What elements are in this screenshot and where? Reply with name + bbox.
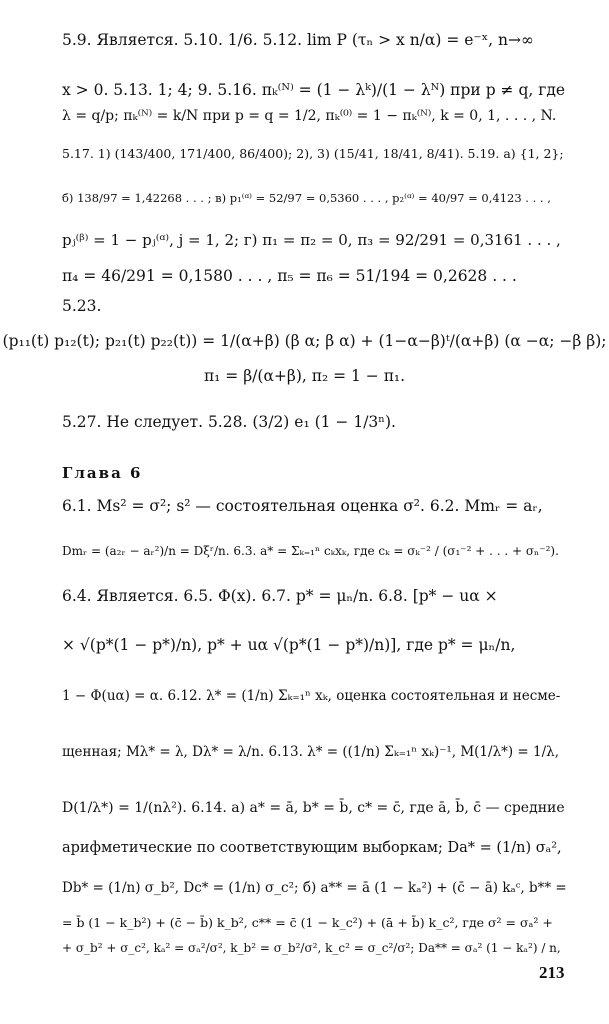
- answer-line-6-14-d: + σ_b² + σ_c², kₐ² = σₐ²/σ², k_b² = σ_b²/σ², k_c² = σ_c²/σ²; Da** = σₐ² (1 − kₐ²) / n,: [62, 941, 561, 955]
- stationary-formula-5-23: π₁ = β/(α+β), π₂ = 1 − π₁.: [203, 367, 406, 385]
- answer-line-5-19-cont: б) 138/97 = 1,42268 . . . ; в) p₁⁽ᵅ⁾ = 52/97 = 0,5360 . . . , p₂⁽ᵅ⁾ = 40/97 = 0,4123 . . . ,: [62, 191, 551, 205]
- answer-line-6-2-cont: Dmᵣ = (a₂ᵣ − aᵣ²)/n = Dξʳ/n. 6.3. a* = Σₖ₌₁ⁿ cₖxₖ, где cₖ = σₖ⁻² / (σ₁⁻² + . . . + σₙ⁻²).: [62, 544, 559, 558]
- answer-line-5-17: 5.17. 1) (143/400, 171/400, 86/400); 2), 3) (15/41, 18/41, 8/41). 5.19. а) {1, 2};: [62, 146, 564, 161]
- answer-line-5-27: 5.27. Не следует. 5.28. (3/2) e₁ (1 − 1/3ⁿ).: [62, 413, 396, 431]
- matrix-formula-5-23: (p₁₁(t) p₁₂(t); p₂₁(t) p₂₂(t)) = 1/(α+β) (β α; β α) + (1−α−β)ᵗ/(α+β) (α −α; −β β);: [2, 332, 607, 350]
- answer-label-5-23: 5.23.: [62, 297, 102, 315]
- answer-line-6-12: 1 − Φ(uα) = α. 6.12. λ* = (1/n) Σₖ₌₁ⁿ xₖ, оценка состоятельная и несме-: [62, 688, 561, 704]
- answer-line-6-8-cont: × √(p*(1 − p*)/n), p* + uα √(p*(1 − p*)/n)], где p* = μₙ/n,: [62, 636, 516, 654]
- answer-line-6-13: щенная; Mλ* = λ, Dλ* = λ/n. 6.13. λ* = ((1/n) Σₖ₌₁ⁿ xₖ)⁻¹, M(1/λ*) = 1/λ,: [62, 744, 560, 760]
- answer-line-6-4: 6.4. Является. 6.5. Φ(x). 6.7. p* = μₙ/n. 6.8. [p* − uα ×: [62, 587, 498, 605]
- page-number: 213: [539, 963, 565, 982]
- answer-line-6-14-cont: арифметические по соответствующим выборкам; Da* = (1/n) σₐ²,: [62, 840, 562, 856]
- answer-line-5-16-cont: λ = q/p; πₖ⁽ᴺ⁾ = k/N при p = q = 1/2, πₖ⁽⁰⁾ = 1 − πₖ⁽ᴺ⁾, k = 0, 1, . . . , N.: [62, 108, 557, 124]
- answer-line-6-14-b: Db* = (1/n) σ_b², Dc* = (1/n) σ_c²; б) a** = ā (1 − kₐ²) + (c̄ − ā) kₐᶜ, b** =: [62, 880, 567, 896]
- answer-line-6-14-c: = b̄ (1 − k_b²) + (c̄ − b̄) k_b², c** = c̄ (1 − k_c²) + (ā + b̄) k_c², где σ² = σₐ² +: [62, 915, 553, 930]
- answer-line-5-13: x > 0. 5.13. 1; 4; 9. 5.16. πₖ⁽ᴺ⁾ = (1 − λᵏ)/(1 − λᴺ) при p ≠ q, где: [62, 81, 566, 99]
- answer-line-5-19-g: pⱼ⁽ᵝ⁾ = 1 − pⱼ⁽ᵅ⁾, j = 1, 2; г) π₁ = π₂ = 0, π₃ = 92/291 = 0,3161 . . . ,: [62, 231, 561, 249]
- answer-line-5-19-end: π₄ = 46/291 = 0,1580 . . . , π₅ = π₆ = 51/194 = 0,2628 . . .: [62, 267, 517, 285]
- answer-line-5-9: 5.9. Является. 5.10. 1/6. 5.12. lim P (τₙ > x n/α) = e⁻ˣ, n→∞: [62, 31, 534, 49]
- answer-line-6-14: D(1/λ*) = 1/(nλ²). 6.14. а) a* = ā, b* = b̄, c* = c̄, где ā, b̄, c̄ — средние: [62, 800, 565, 816]
- chapter-heading: Глава 6: [62, 464, 143, 482]
- answer-line-6-1: 6.1. Ms² = σ²; s² — состоятельная оценка σ². 6.2. Mmᵣ = aᵣ,: [62, 497, 543, 515]
